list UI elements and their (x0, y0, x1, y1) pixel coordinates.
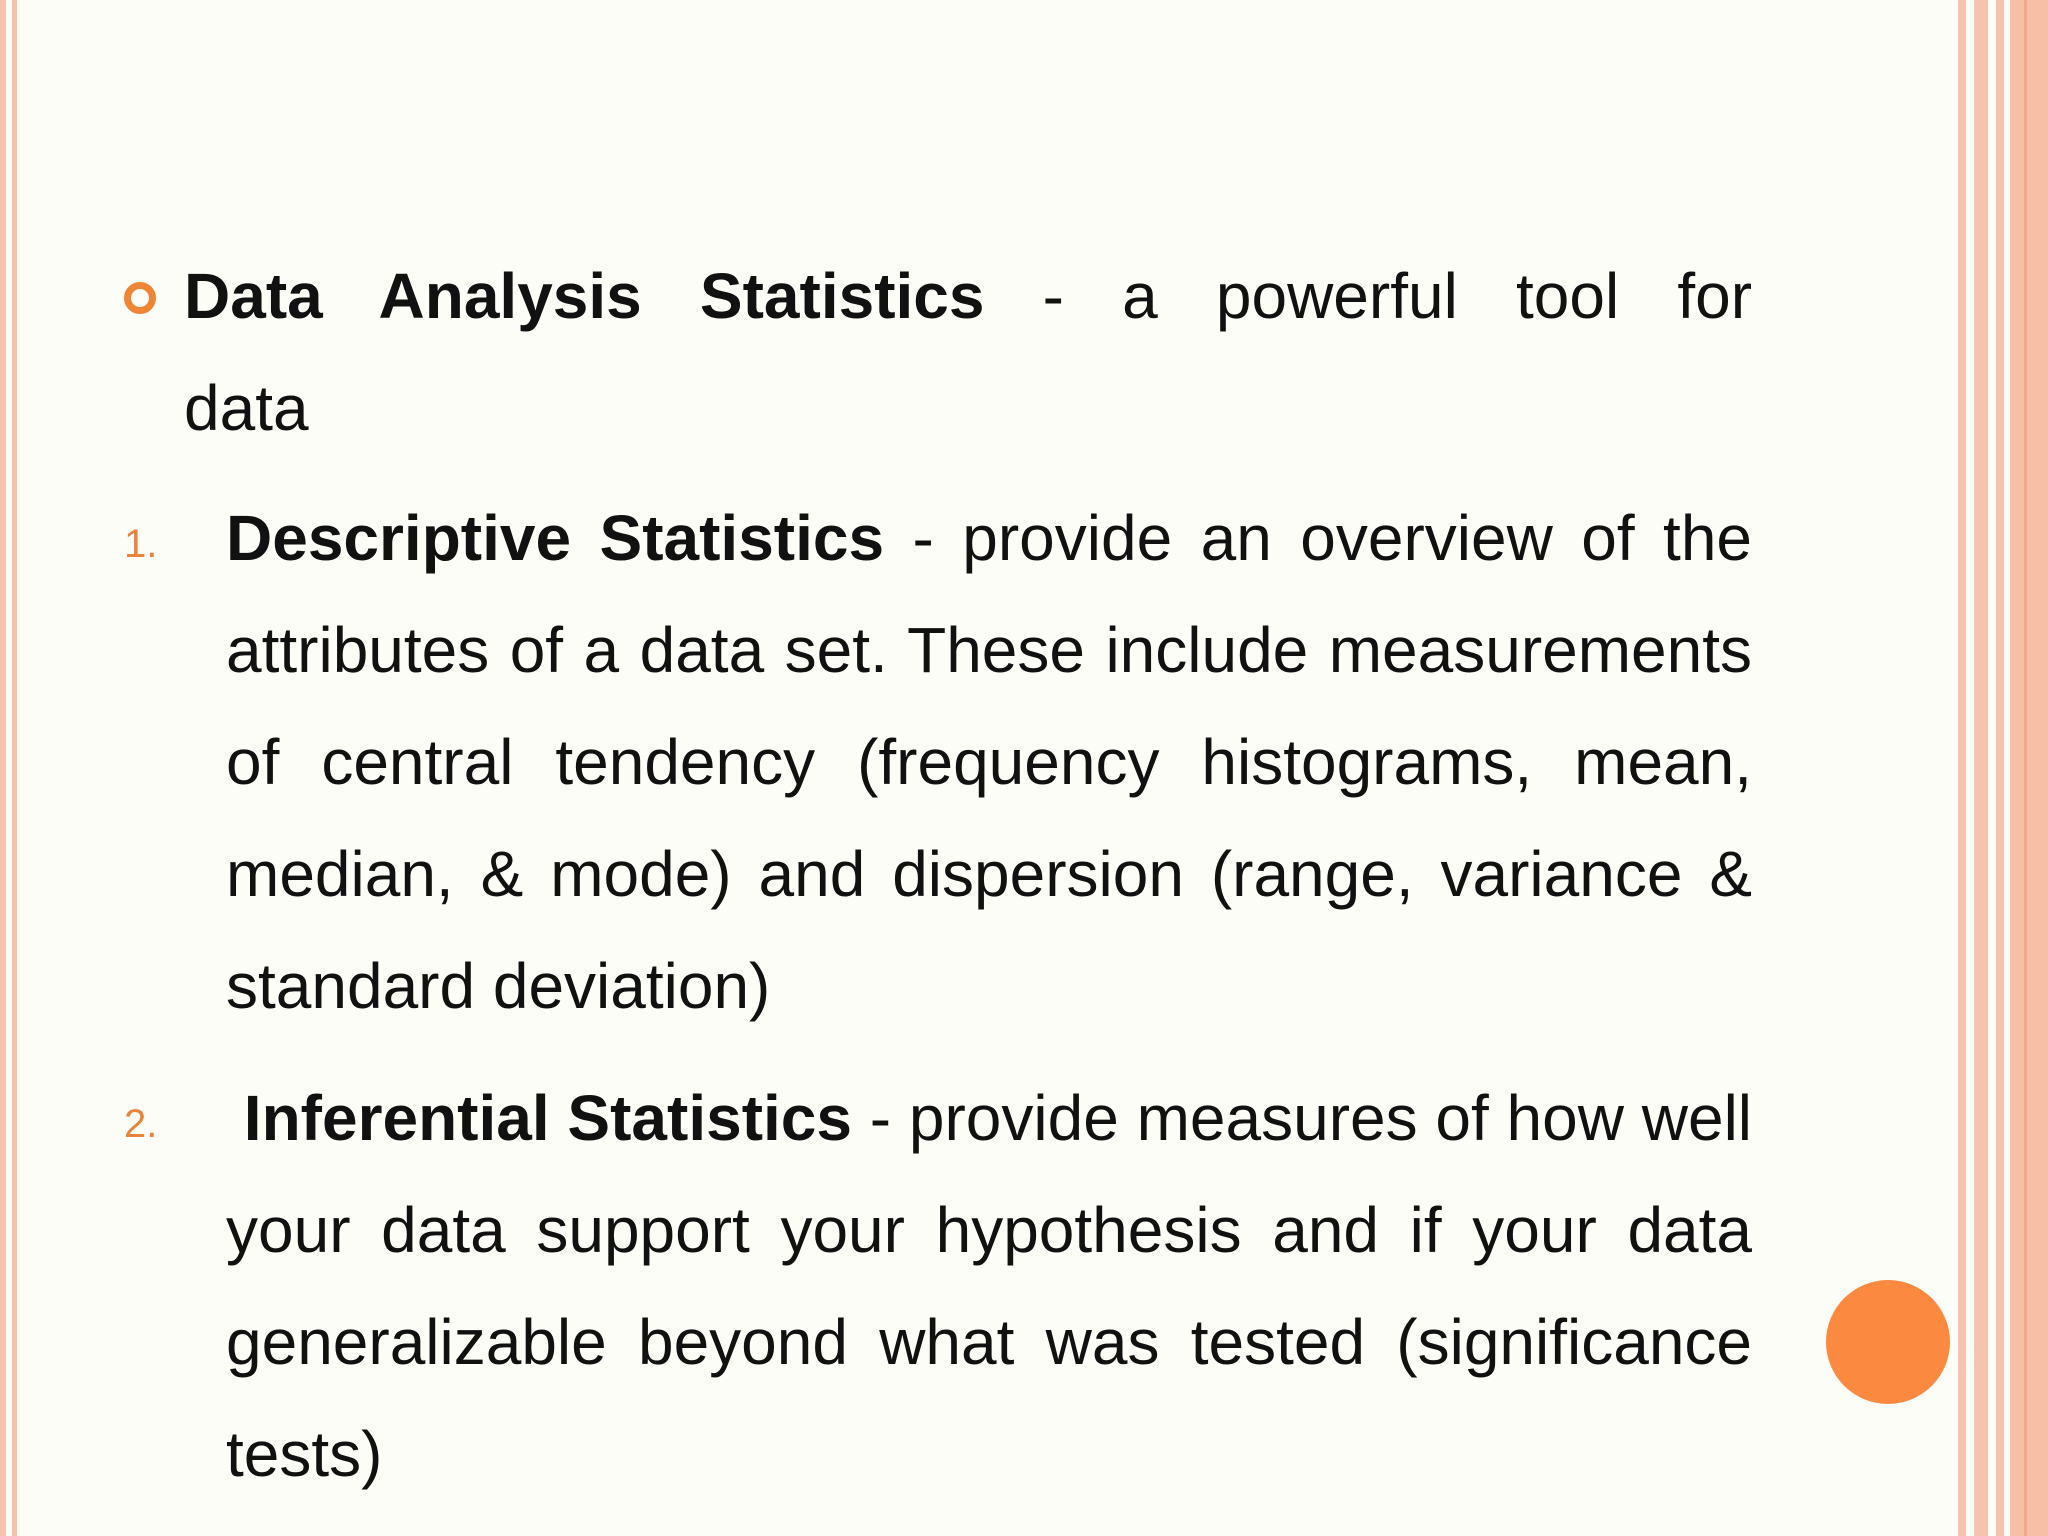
intro-line-1 (184, 240, 1752, 352)
hollow-circle-bullet-icon (124, 282, 156, 314)
item-2-bold-term: Inferential Statistics (243, 1082, 852, 1154)
list-number-1: 1. (124, 522, 158, 566)
item-2-line: generalizable beyond what was tested (significance (226, 1306, 1752, 1378)
item-2-last-line: tests) (226, 1418, 383, 1490)
item-1-line-1 (226, 482, 1752, 594)
list-item-inferential (226, 1062, 1752, 1510)
item-2-line-1 (226, 1062, 1752, 1174)
intro-line-2: data (184, 372, 309, 444)
item-1-line: median, & mode) and dispersion (range, variance & (226, 838, 1752, 910)
item-1-line: of central tendency (frequency histograms, mean, (226, 726, 1752, 798)
item-1-line: attributes of a data set. These include measurements (226, 614, 1752, 686)
list-number-2: 2. (124, 1102, 158, 1146)
item-1-line-1-text: - provide an overview of the (884, 502, 1752, 574)
list-item-descriptive (226, 482, 1752, 1042)
intro-line-1-text: - a powerful tool for (1042, 260, 1752, 332)
intro-paragraph (184, 240, 1752, 464)
item-1-last-line: standard deviation) (226, 950, 771, 1022)
item-2-line-1-text: - provide measures of how well (852, 1082, 1752, 1154)
intro-bold-term: Data Analysis Statistics (184, 260, 985, 332)
item-2-line: your data support your hypothesis and if your data (226, 1194, 1752, 1266)
item-1-bold-term: Descriptive Statistics (226, 502, 885, 574)
